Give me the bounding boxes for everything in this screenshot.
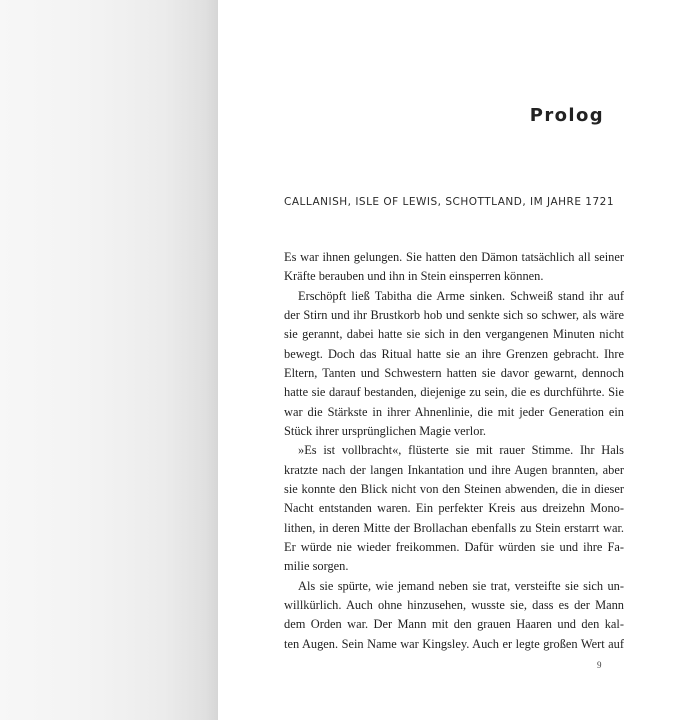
page-number: 9	[597, 660, 602, 670]
text-line: willkürlich. Auch ohne hinzusehen, wusste sie, dass es der Mann	[284, 597, 624, 612]
text-line: milie sorgen.	[284, 559, 349, 574]
book-gutter-shadow	[0, 0, 218, 720]
text-line: Erschöpft ließ Tabitha die Arme sinken. Schweiß stand ihr auf	[298, 288, 624, 303]
text-line: Stück ihrer ursprünglichen Magie verlor.	[284, 423, 486, 438]
text-line: »Es ist vollbracht«, flüsterte sie mit rauer Stimme. Ihr Hals	[298, 443, 624, 458]
text-line: sie gerannt, dabei hatte sie sich in den vergangenen Minuten nicht	[284, 327, 624, 342]
text-line: sie konnte den Blick nicht von den Steinen abwenden, die in dieser	[284, 481, 624, 496]
chapter-title: Prolog	[529, 105, 604, 126]
text-line: bewegt. Doch das Ritual hatte sie an ihre Grenzen gebracht. Ihre	[284, 346, 624, 361]
text-line: kratzte nach der langen Inkantation und ihre Augen brannten, aber	[284, 462, 624, 477]
text-line: Es war ihnen gelungen. Sie hatten den Dämon tatsächlich all seiner	[284, 250, 624, 264]
text-line: war die Stärkste in ihrer Ahnenlinie, die mit jeder Generation ein	[284, 404, 624, 419]
text-line: lithen, in deren Mitte der Brollachan ebenfalls zu Stein erstarrt war.	[284, 520, 624, 535]
text-line: dem Orden war. Der Mann mit den grauen Haaren und den kal-	[284, 617, 624, 632]
text-line: Er würde nie wieder freikommen. Dafür würden sie und ihre Fa-	[284, 539, 624, 554]
text-line: hatte sie darauf bestanden, diejenige zu sein, die es durchführte. Sie	[284, 385, 624, 400]
chapter-location-heading: CALLANISH, ISLE OF LEWIS, SCHOTTLAND, IM JAHRE 1721	[284, 196, 615, 208]
text-line: ten Augen. Sein Name war Kingsley. Auch er legte großen Wert auf	[284, 636, 624, 651]
text-line: Als sie spürte, wie jemand neben sie trat, versteifte sie sich un-	[298, 578, 624, 593]
text-line: Kräfte berauben und ihn in Stein einsperren können.	[284, 269, 544, 284]
body-text	[284, 248, 624, 654]
text-line: Nacht entstanden waren. Ein perfekter Kreis aus dreizehn Mono-	[284, 501, 624, 516]
text-line: der Stirn und ihr Brustkorb hob und senkte sich so schwer, als wäre	[284, 307, 624, 322]
text-line: Eltern, Tanten und Schwestern hatten sie davor gewarnt, dennoch	[284, 365, 624, 380]
book-page	[218, 0, 695, 720]
